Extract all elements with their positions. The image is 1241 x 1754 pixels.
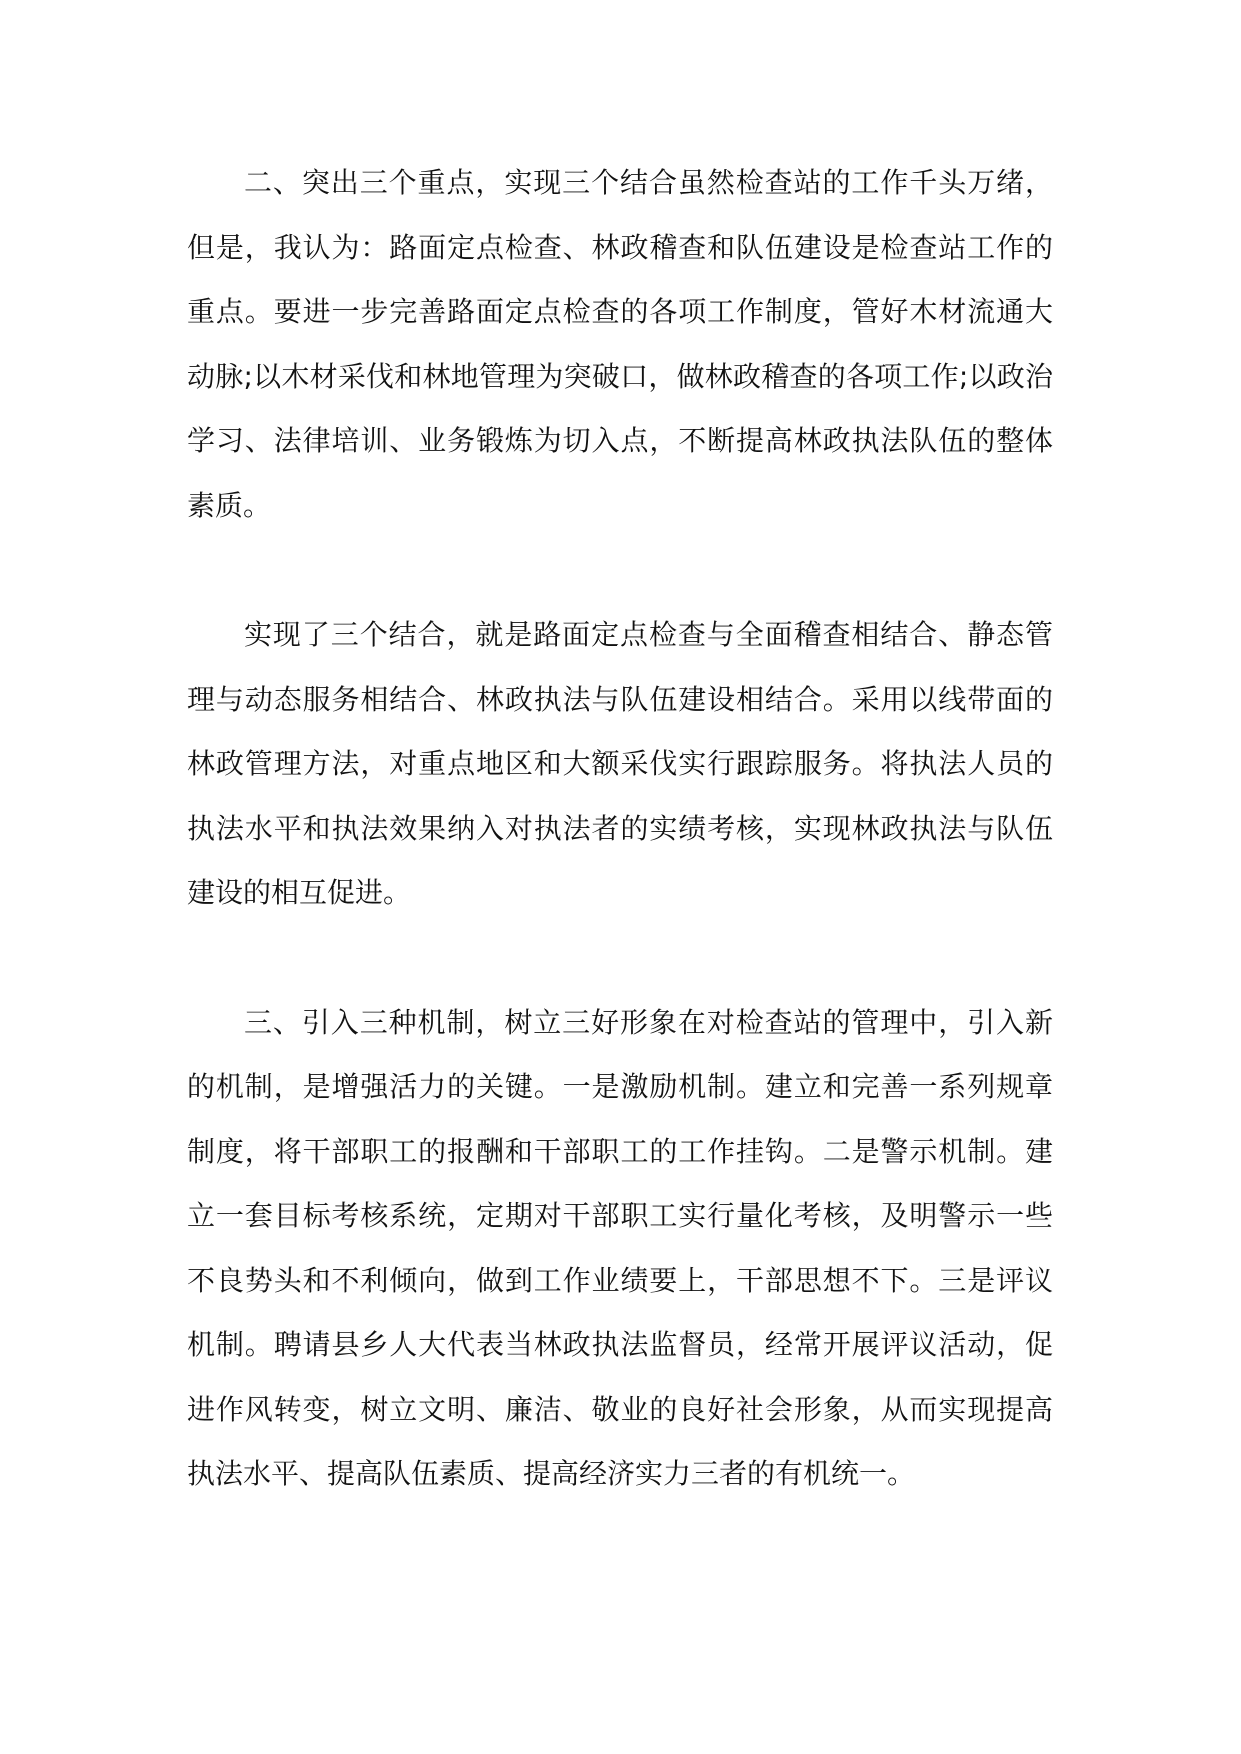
paragraph-2: 实现了三个结合，就是路面定点检查与全面稽查相结合、静态管理与动态服务相结合、林政执法与队伍建设相结合。采用以线带面的林政管理方法，对重点地区和大额采伐实行跟踪服务。将执法人员的执法水平和执法效果纳入对执法者的实绩考核，实现林政执法与队伍建设的相互促进。 (187, 618, 1053, 909)
paragraph-1: 二、突出三个重点，实现三个结合虽然检查站的工作千头万绪，但是，我认为：路面定点检查、林政稽查和队伍建设是检查站工作的重点。要进一步完善路面定点检查的各项工作制度，管好木材流通大动脉;以木材采伐和林地管理为突破口，做林政稽查的各项工作;以政治学习、法律培训、业务锻炼为切入点，不断提高林政执法队伍的整体素质。 (187, 166, 1053, 522)
document-body (187, 151, 1053, 1507)
paragraph-3: 三、引入三种机制，树立三好形象在对检查站的管理中，引入新的机制，是增强活力的关键。一是激励机制。建立和完善一系列规章制度，将干部职工的报酬和干部职工的工作挂钩。二是警示机制。建立一套目标考核系统，定期对干部职工实行量化考核，及明警示一些不良势头和不利倾向，做到工作业绩要上，干部思想不下。三是评议机制。聘请县乡人大代表当林政执法监督员，经常开展评议活动，促进作风转变，树立文明、廉洁、敬业的良好社会形象，从而实现提高执法水平、提高队伍素质、提高经济实力三者的有机统一。 (187, 1005, 1053, 1490)
